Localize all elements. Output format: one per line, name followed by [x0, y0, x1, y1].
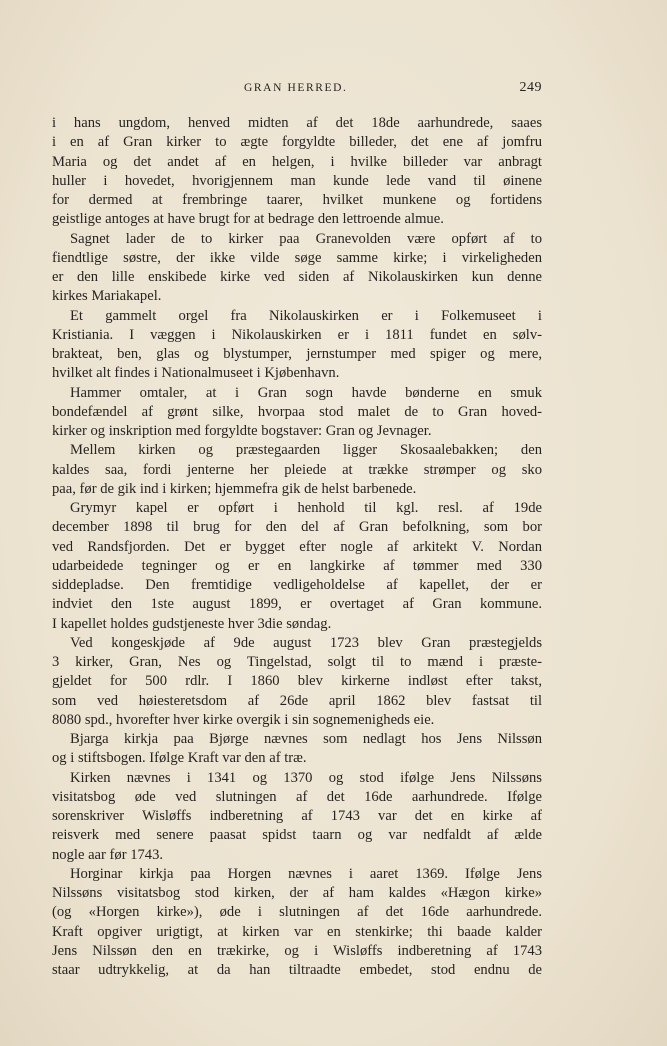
text-line: indviet den 1ste august 1899, er overtaget af Gran kommune.	[52, 596, 542, 613]
text-line: sorenskriver Wisløffs indberetning af 1743 var det en kirke af	[52, 808, 542, 824]
text-line: Hammer omtaler, at i Gran sogn havde bønderne en smuk	[70, 384, 542, 401]
text-line: Horginar kirkja paa Horgen nævnes i aaret 1369. Ifølge Jens	[70, 865, 542, 882]
text-line: 8080 spd., hvorefter hver kirke overgik i sin sognemenigheds eie.	[52, 711, 435, 728]
text-line: Mellem kirken og præstegaarden ligger Skosaalebakken; den	[70, 442, 542, 459]
text-line: Jens Nilssøn den en trækirke, og i Wisløffs indberetning af 1743	[52, 942, 542, 959]
text-line: er den lille enskibede kirke ved siden af Nikolauskirken kun denne	[52, 269, 542, 285]
text-line: hvilket alt findes i Nationalmuseet i Kjøbenhavn.	[52, 365, 340, 382]
text-line: gjeldet for 500 rdlr. I 1860 blev kirkerne indløst efter takst,	[52, 673, 542, 690]
text-line: staar udtrykkelig, at da han tiltraadte embedet, stod endnu de	[52, 962, 542, 978]
text-line: visitatsbog øde ved slutningen af det 16de aarhundrede. Ifølge	[52, 788, 542, 805]
page-header	[52, 80, 542, 100]
text-line: brakteat, ben, glas og blystumper, jernstumper med spiger og mere,	[52, 346, 542, 362]
text-line: fiendtlige søstre, der ikke vilde søge samme kirke; i virkeligheden	[52, 249, 542, 266]
text-line: Et gammelt orgel fra Nikolauskirken er i Folkemuseet i	[70, 307, 542, 324]
text-line: Grymyr kapel er opført i henhold til kgl. resl. af 19de	[70, 500, 542, 516]
text-line: Ved kongeskjøde af 9de august 1723 blev Gran præstegjelds	[70, 634, 542, 651]
text-line: for dermed at frembringe taarer, hvilket munkene og fortidens	[52, 192, 542, 208]
text-line: kirkes Mariakapel.	[52, 288, 162, 305]
text-line: nogle aar før 1743.	[52, 846, 164, 863]
text-line: og i stiftsbogen. Ifølge Kraft var den af træ.	[52, 750, 307, 767]
text-line: Kirken nævnes i 1341 og 1370 og stod ifølge Jens Nilssøns	[70, 769, 542, 786]
text-line: I kapellet holdes gudstjeneste hver 3die søndag.	[52, 615, 332, 632]
text-line: Maria og det andet af en helgen, i hvilke billeder var anbragt	[52, 153, 542, 170]
page-number: 249	[519, 80, 542, 95]
text-line: reisverk med senere paasat spidst taarn og var nedfaldt af ælde	[52, 827, 542, 844]
text-line: december 1898 til brug for den del af Gran befolkning, som bor	[52, 519, 542, 536]
text-line: (og «Horgen kirke»), øde i slutningen af det 16de aarhundrede.	[52, 904, 542, 921]
text-line: bondefændel af grønt silke, hvorpaa stod malet de to Gran hoved-	[52, 403, 542, 420]
running-title: GRAN HERRED.	[244, 82, 348, 94]
text-line: som ved høiesteretsdom af 26de april 1862 blev fastsat til	[52, 692, 542, 709]
text-line: udarbeidede tegninger og er en langkirke af tømmer med 330	[52, 557, 542, 574]
text-line: huller i hovedet, hvorigjennem man kunde lede vand til øinene	[52, 172, 542, 189]
body-text	[52, 114, 542, 980]
text-line: geistlige antoges at have brugt for at bedrage den lettroende almue.	[52, 211, 444, 228]
text-line: paa, før de gik ind i kirken; hjemmefra gik de helst barbenede.	[52, 480, 417, 497]
text-line: ved Randsfjorden. Det er bygget efter nogle af arkitekt V. Nordan	[52, 538, 542, 555]
text-line: kirker og inskription med forgyldte bogstaver: Gran og Jevnager.	[52, 423, 432, 439]
text-line: Kristiania. I væggen i Nikolauskirken er i 1811 fundet en sølv-	[52, 326, 542, 343]
text-line: 3 kirker, Gran, Nes og Tingelstad, solgt til to mænd i præste-	[52, 654, 542, 670]
text-line: i en af Gran kirker to ægte forgyldte billeder, det ene af jomfru	[52, 134, 542, 151]
text-line: siddepladse. Den fremtidige vedligeholdelse af kapellet, der er	[52, 577, 542, 593]
text-line: i hans ungdom, henved midten af det 18de aarhundrede, saaes	[52, 115, 542, 131]
text-line: Sagnet lader de to kirker paa Granevolden være opført af to	[70, 230, 542, 247]
text-line: kaldes saa, fordi jenterne her pleiede at trække strømper og sko	[52, 461, 542, 478]
text-line: Kraft opgiver urigtigt, at kirken var en stenkirke; thi baade kalder	[52, 923, 542, 940]
text-line: Bjarga kirkja paa Bjørge nævnes som nedlagt hos Jens Nilssøn	[70, 731, 542, 747]
text-line: Nilssøns visitatsbog stod kirken, der af ham kaldes «Hægon kirke»	[52, 885, 542, 901]
